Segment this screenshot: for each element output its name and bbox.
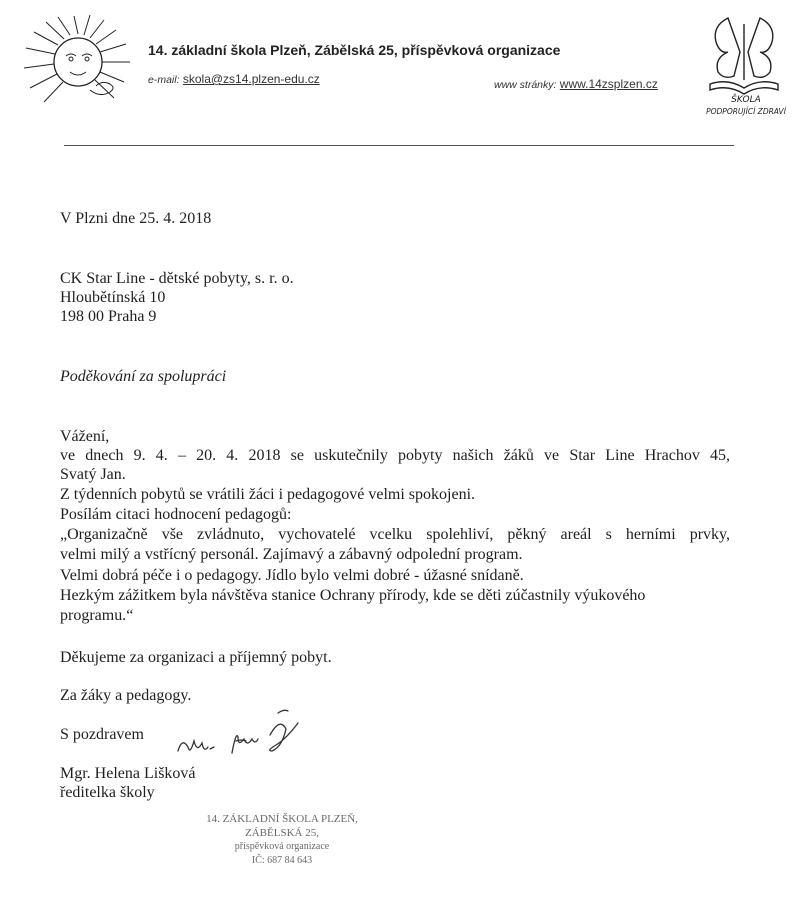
email-row [148, 72, 320, 86]
letter-subject: Poděkování za spolupráci [60, 368, 227, 385]
health-school-badge [700, 14, 792, 118]
stamp-line: IČ: 687 84 643 [251, 855, 313, 866]
closing-line: S pozdravem [60, 726, 144, 743]
body-line: ve dnech 9. 4. – 20. 4. 2018 se uskutečnily pobyty našich žáků ve Star Line Hrachov 45, [60, 447, 730, 464]
body-line: programu.“ [60, 607, 134, 624]
recipient-line: Hloubětínská 10 [60, 289, 166, 306]
header-divider [64, 145, 734, 146]
school-name: 14. základní škola Plzeň, Zábělská 25, příspěvková organizace [148, 42, 561, 58]
body-line: Posílám citaci hodnocení pedagogů: [60, 506, 292, 523]
on-behalf-line: Za žáky a pedagogy. [60, 687, 192, 704]
body-line: Velmi dobrá péče i o pedagogy. Jídlo bylo velmi dobré - úžasné snídaně. [60, 567, 524, 584]
badge-line2: PODPORUJÍCÍ ZDRAVÍ [706, 107, 786, 116]
recipient-line: 198 00 Praha 9 [60, 308, 157, 325]
recipient-line: CK Star Line - dětské pobyty, s. r. o. [60, 270, 294, 287]
signer-title: ředitelka školy [60, 784, 155, 801]
body-line: Hezkým zážitkem byla návštěva stanice Ochrany přírody, kde se děti zúčastnily výukového [60, 587, 646, 604]
badge-line1: ŠKOLA [731, 95, 761, 105]
signer-name: Mgr. Helena Lišková [60, 765, 196, 782]
website-label: www stránky: [494, 79, 557, 91]
email-label: e-mail: [148, 74, 180, 86]
email-link[interactable]: skola@zs14.plzen-edu.cz [182, 72, 320, 86]
body-line: Svatý Jan. [60, 466, 126, 483]
body-line: velmi milý a vstřícný personál. Zajímavý a zábavný odpolední program. [60, 546, 523, 563]
body-line: „Organizačně vše zvládnuto, vychovatelé vcelku spolehliví, pěkný areál s herními prvky, [60, 526, 730, 543]
thanks-line: Děkujeme za organizaci a příjemný pobyt. [60, 649, 332, 666]
place-date: V Plzni dne 25. 4. 2018 [60, 210, 212, 227]
website-row [494, 77, 658, 91]
school-stamp [192, 812, 372, 868]
stamp-line: příspěvková organizace [234, 841, 330, 852]
greeting: Vážení, [60, 428, 110, 445]
stamp-line: ZÁBĚLSKÁ 25, [245, 827, 319, 839]
body-line: Z týdenních pobytů se vrátili žáci i pedagogové velmi spokojeni. [60, 486, 476, 503]
website-link[interactable]: www.14zsplzen.cz [559, 77, 658, 91]
school-sun-logo [20, 12, 132, 108]
stamp-line: 14. ZÁKLADNÍ ŠKOLA PLZEŇ, [206, 813, 358, 825]
